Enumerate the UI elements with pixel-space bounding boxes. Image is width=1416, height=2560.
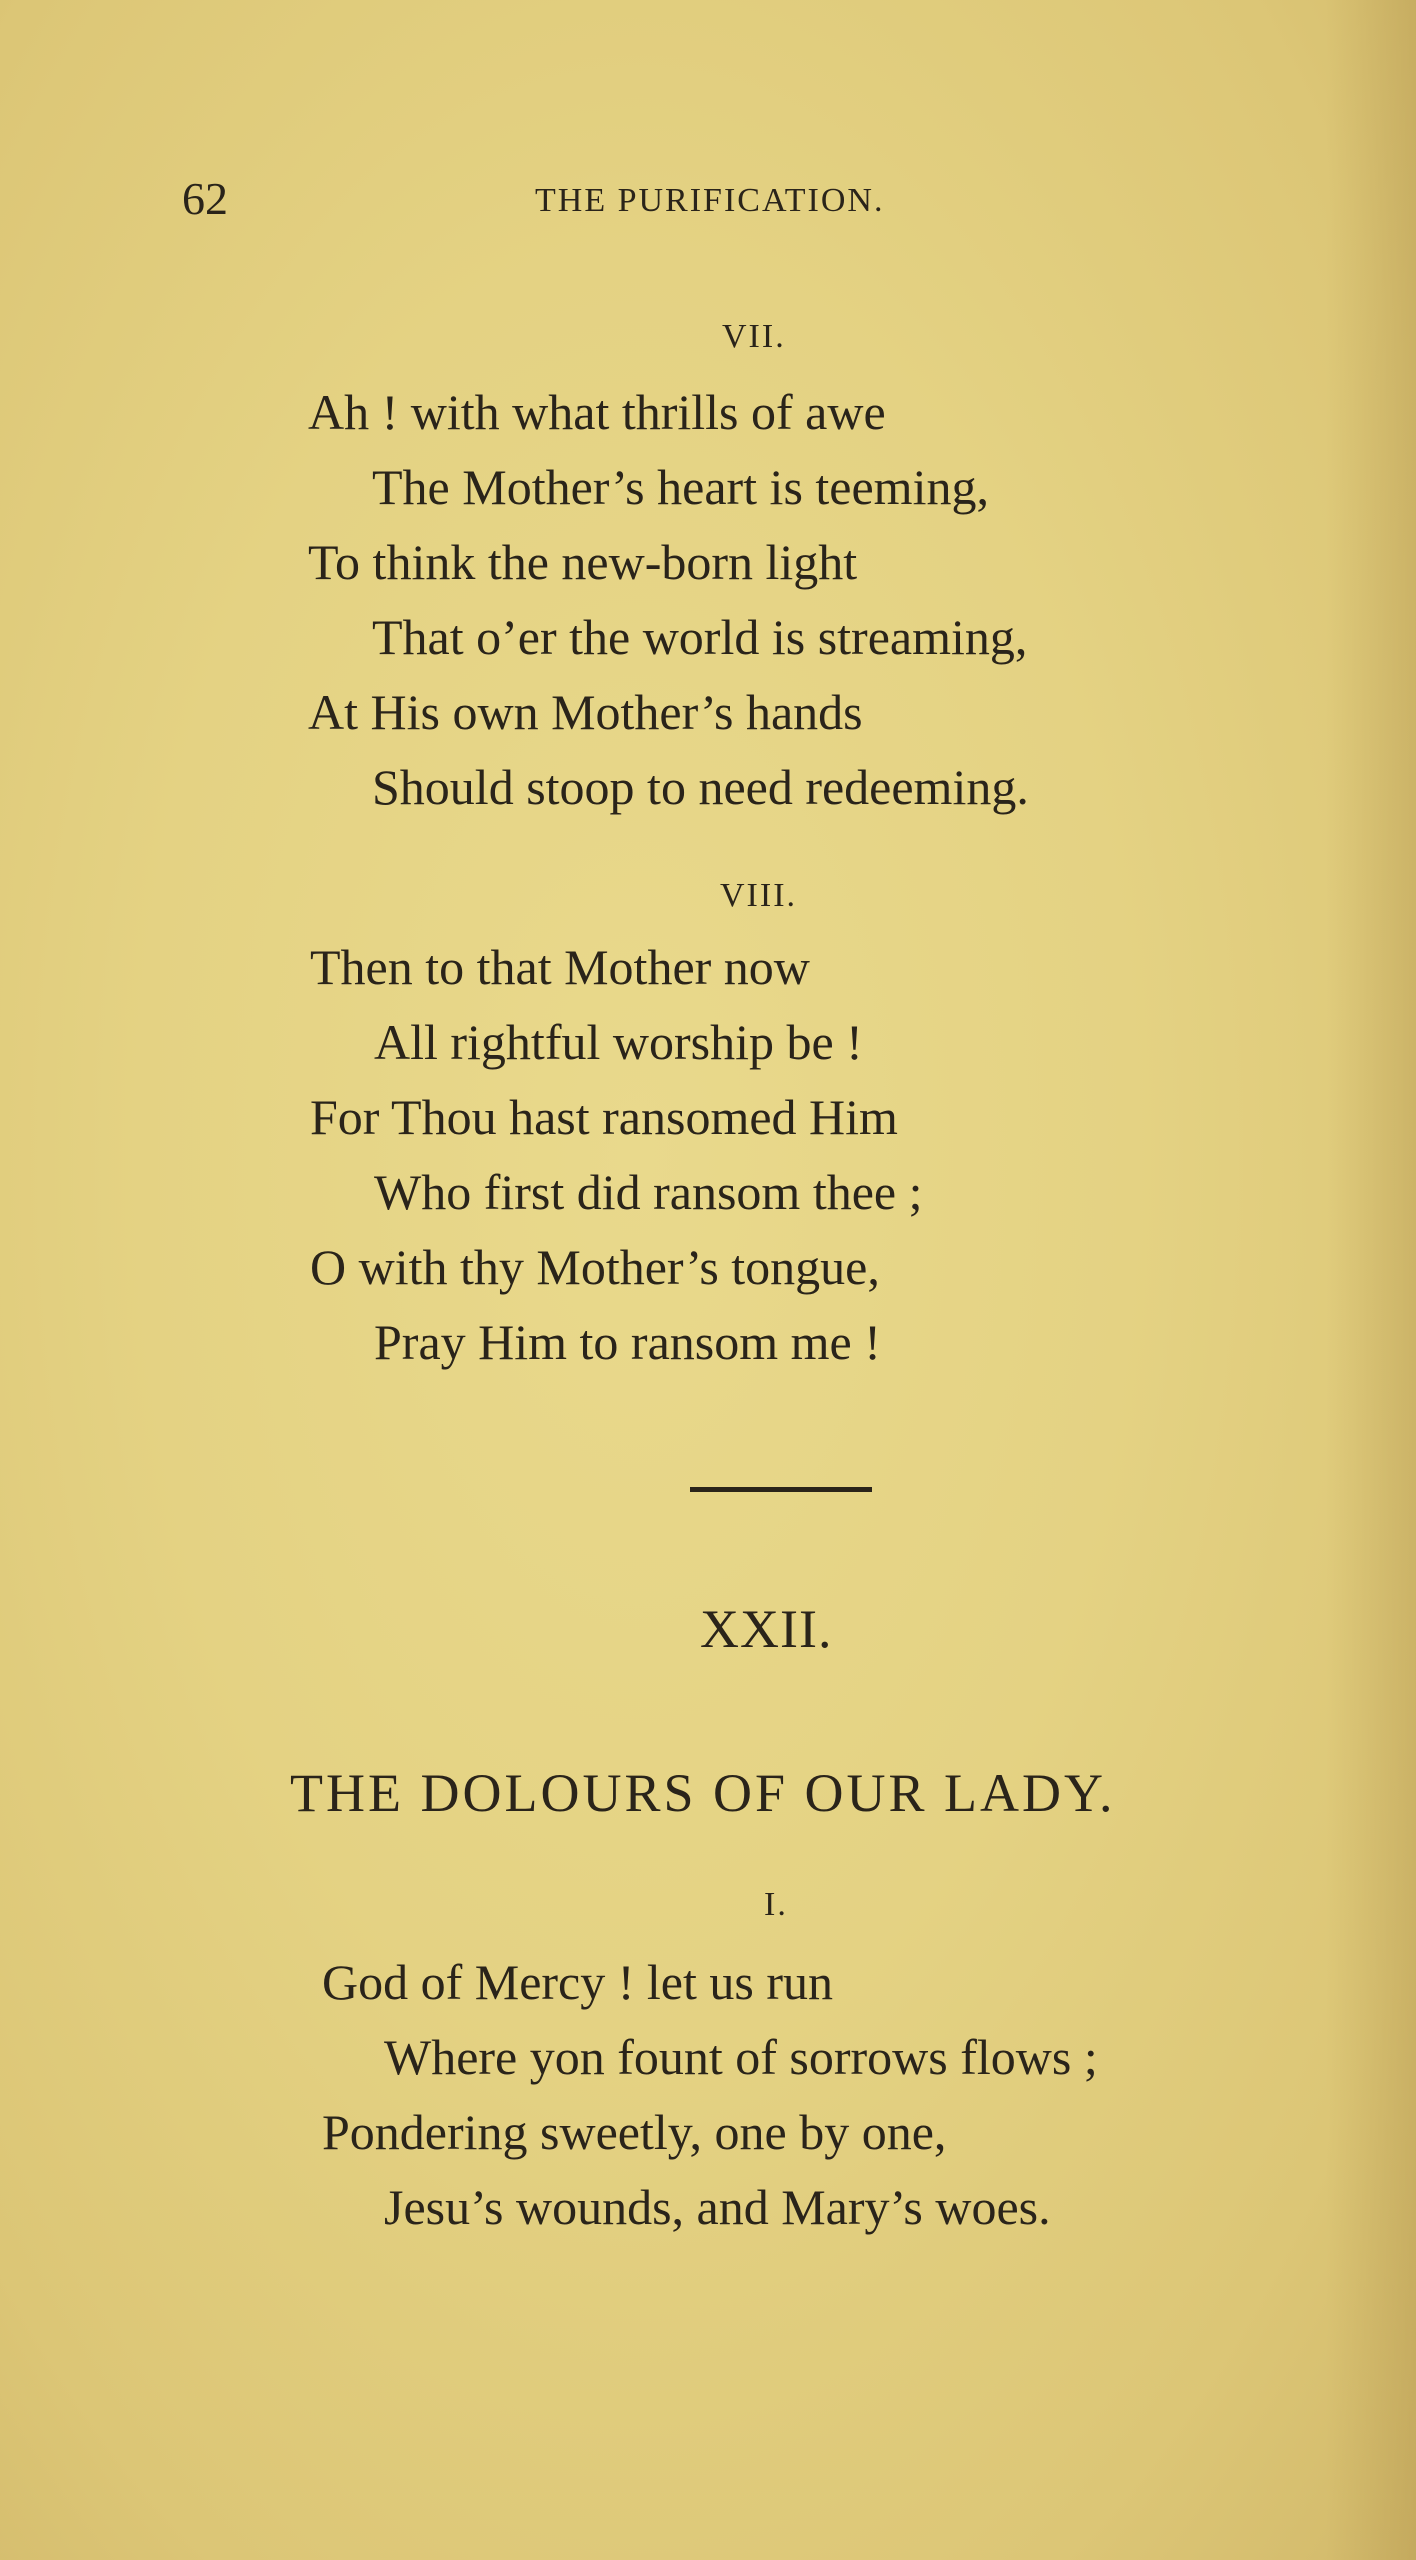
verse-line: Then to that Mother now <box>310 939 810 995</box>
page-header <box>0 172 1416 232</box>
stanza-number: I. <box>764 1886 788 1923</box>
verse-line: At His own Mother’s hands <box>308 684 863 740</box>
verse-line: For Thou hast ransomed Him <box>310 1089 898 1145</box>
verse-line: To think the new-born light <box>308 534 858 590</box>
verse-line: The Mother’s heart is teeming, <box>372 459 989 515</box>
verse-line: Jesu’s wounds, and Mary’s woes. <box>384 2179 1051 2235</box>
section-divider <box>690 1487 872 1492</box>
verse-line: Pondering sweetly, one by one, <box>322 2104 947 2160</box>
chapter-number: XXII. <box>700 1599 833 1659</box>
verse-line: Pray Him to ransom me ! <box>374 1314 881 1370</box>
verse-line: Where yon fount of sorrows flows ; <box>384 2029 1098 2085</box>
stanza-number: VII. <box>722 318 786 355</box>
stanza-number: VIII. <box>720 877 798 914</box>
running-title: THE PURIFICATION. <box>535 182 885 219</box>
verse-line: That o’er the world is streaming, <box>372 609 1028 665</box>
chapter-title: THE DOLOURS OF OUR LADY. <box>290 1763 1116 1823</box>
verse-line: Who first did ransom thee ; <box>374 1164 923 1220</box>
verse-line: Ah ! with what thrills of awe <box>308 384 886 440</box>
verse-line: God of Mercy ! let us run <box>322 1954 833 2010</box>
verse-line: Should stoop to need redeeming. <box>372 759 1029 815</box>
page-edge-shadow <box>1326 0 1416 2560</box>
page-number: 62 <box>182 173 228 224</box>
verse-line: O with thy Mother’s tongue, <box>310 1239 880 1295</box>
verse-line: All rightful worship be ! <box>374 1014 863 1070</box>
